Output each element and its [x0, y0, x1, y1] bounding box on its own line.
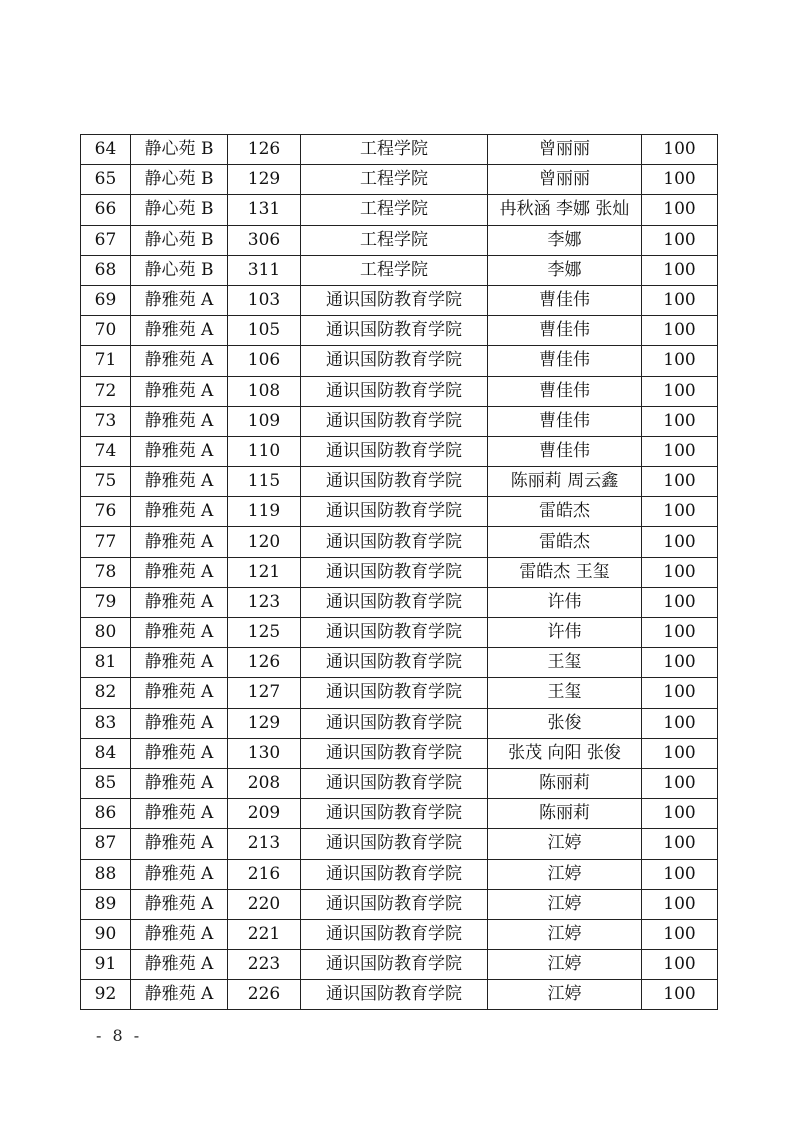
college-cell: 工程学院: [301, 255, 488, 285]
room-cell: 105: [228, 316, 301, 346]
room-cell: 221: [228, 919, 301, 949]
table-row: [81, 557, 718, 587]
responsible-person-cell: 李娜: [488, 225, 642, 255]
dormitory-score-sheet: [80, 134, 717, 1010]
building-cell: 静雅苑 A: [131, 768, 228, 798]
dormitory-score-table: [80, 134, 718, 1010]
score-cell: 100: [642, 919, 718, 949]
responsible-person-cell: 曹佳伟: [488, 436, 642, 466]
college-cell: 通识国防教育学院: [301, 859, 488, 889]
score-cell: 100: [642, 768, 718, 798]
row-number-cell: 86: [81, 799, 131, 829]
table-row: [81, 165, 718, 195]
responsible-person-cell: 江婷: [488, 859, 642, 889]
score-cell: 100: [642, 980, 718, 1010]
responsible-person-cell: 曾丽丽: [488, 135, 642, 165]
score-cell: 100: [642, 467, 718, 497]
score-cell: 100: [642, 889, 718, 919]
building-cell: 静雅苑 A: [131, 346, 228, 376]
table-row: [81, 799, 718, 829]
score-cell: 100: [642, 527, 718, 557]
college-cell: 通识国防教育学院: [301, 829, 488, 859]
room-cell: 213: [228, 829, 301, 859]
room-cell: 131: [228, 195, 301, 225]
table-row: [81, 859, 718, 889]
table-row: [81, 980, 718, 1010]
building-cell: 静心苑 B: [131, 135, 228, 165]
row-number-cell: 77: [81, 527, 131, 557]
row-number-cell: 71: [81, 346, 131, 376]
building-cell: 静雅苑 A: [131, 467, 228, 497]
table-row: [81, 346, 718, 376]
score-cell: 100: [642, 346, 718, 376]
row-number-cell: 64: [81, 135, 131, 165]
college-cell: 通识国防教育学院: [301, 980, 488, 1010]
building-cell: 静雅苑 A: [131, 648, 228, 678]
row-number-cell: 75: [81, 467, 131, 497]
responsible-person-cell: 冉秋涵 李娜 张灿: [488, 195, 642, 225]
responsible-person-cell: 雷皓杰 王玺: [488, 557, 642, 587]
college-cell: 工程学院: [301, 165, 488, 195]
row-number-cell: 72: [81, 376, 131, 406]
room-cell: 126: [228, 648, 301, 678]
college-cell: 通识国防教育学院: [301, 950, 488, 980]
building-cell: 静雅苑 A: [131, 376, 228, 406]
college-cell: 通识国防教育学院: [301, 678, 488, 708]
college-cell: 通识国防教育学院: [301, 467, 488, 497]
score-cell: 100: [642, 285, 718, 315]
building-cell: 静雅苑 A: [131, 406, 228, 436]
room-cell: 109: [228, 406, 301, 436]
row-number-cell: 76: [81, 497, 131, 527]
score-cell: 100: [642, 195, 718, 225]
room-cell: 208: [228, 768, 301, 798]
building-cell: 静雅苑 A: [131, 829, 228, 859]
college-cell: 通识国防教育学院: [301, 799, 488, 829]
table-row: [81, 135, 718, 165]
row-number-cell: 84: [81, 738, 131, 768]
room-cell: 120: [228, 527, 301, 557]
score-cell: 100: [642, 376, 718, 406]
college-cell: 工程学院: [301, 195, 488, 225]
score-cell: 100: [642, 799, 718, 829]
room-cell: 226: [228, 980, 301, 1010]
building-cell: 静雅苑 A: [131, 527, 228, 557]
building-cell: 静雅苑 A: [131, 285, 228, 315]
responsible-person-cell: 陈丽莉: [488, 768, 642, 798]
responsible-person-cell: 许伟: [488, 618, 642, 648]
building-cell: 静雅苑 A: [131, 859, 228, 889]
table-row: [81, 225, 718, 255]
responsible-person-cell: 曾丽丽: [488, 165, 642, 195]
college-cell: 通识国防教育学院: [301, 316, 488, 346]
table-row: [81, 738, 718, 768]
responsible-person-cell: 曹佳伟: [488, 406, 642, 436]
row-number-cell: 66: [81, 195, 131, 225]
score-cell: 100: [642, 165, 718, 195]
row-number-cell: 83: [81, 708, 131, 738]
room-cell: 209: [228, 799, 301, 829]
building-cell: 静雅苑 A: [131, 919, 228, 949]
row-number-cell: 73: [81, 406, 131, 436]
row-number-cell: 91: [81, 950, 131, 980]
table-body: [81, 135, 718, 1010]
row-number-cell: 79: [81, 587, 131, 617]
college-cell: 工程学院: [301, 135, 488, 165]
room-cell: 123: [228, 587, 301, 617]
table-row: [81, 678, 718, 708]
room-cell: 130: [228, 738, 301, 768]
building-cell: 静心苑 B: [131, 255, 228, 285]
score-cell: 100: [642, 497, 718, 527]
table-row: [81, 195, 718, 225]
room-cell: 129: [228, 708, 301, 738]
score-cell: 100: [642, 316, 718, 346]
responsible-person-cell: 江婷: [488, 980, 642, 1010]
score-cell: 100: [642, 829, 718, 859]
building-cell: 静雅苑 A: [131, 738, 228, 768]
responsible-person-cell: 王玺: [488, 678, 642, 708]
room-cell: 126: [228, 135, 301, 165]
table-row: [81, 889, 718, 919]
table-row: [81, 316, 718, 346]
row-number-cell: 89: [81, 889, 131, 919]
score-cell: 100: [642, 950, 718, 980]
table-row: [81, 768, 718, 798]
building-cell: 静心苑 B: [131, 225, 228, 255]
table-row: [81, 829, 718, 859]
room-cell: 306: [228, 225, 301, 255]
room-cell: 119: [228, 497, 301, 527]
responsible-person-cell: 江婷: [488, 829, 642, 859]
room-cell: 129: [228, 165, 301, 195]
table-row: [81, 950, 718, 980]
table-row: [81, 527, 718, 557]
responsible-person-cell: 曹佳伟: [488, 346, 642, 376]
room-cell: 125: [228, 618, 301, 648]
room-cell: 216: [228, 859, 301, 889]
college-cell: 通识国防教育学院: [301, 648, 488, 678]
college-cell: 通识国防教育学院: [301, 436, 488, 466]
table-row: [81, 648, 718, 678]
college-cell: 通识国防教育学院: [301, 618, 488, 648]
college-cell: 通识国防教育学院: [301, 919, 488, 949]
responsible-person-cell: 张茂 向阳 张俊: [488, 738, 642, 768]
responsible-person-cell: 张俊: [488, 708, 642, 738]
responsible-person-cell: 李娜: [488, 255, 642, 285]
table-row: [81, 708, 718, 738]
building-cell: 静雅苑 A: [131, 889, 228, 919]
score-cell: 100: [642, 135, 718, 165]
building-cell: 静雅苑 A: [131, 950, 228, 980]
room-cell: 103: [228, 285, 301, 315]
score-cell: 100: [642, 406, 718, 436]
table-row: [81, 376, 718, 406]
score-cell: 100: [642, 738, 718, 768]
row-number-cell: 68: [81, 255, 131, 285]
score-cell: 100: [642, 557, 718, 587]
college-cell: 通识国防教育学院: [301, 889, 488, 919]
score-cell: 100: [642, 618, 718, 648]
row-number-cell: 88: [81, 859, 131, 889]
building-cell: 静心苑 B: [131, 165, 228, 195]
row-number-cell: 74: [81, 436, 131, 466]
responsible-person-cell: 陈丽莉 周云鑫: [488, 467, 642, 497]
building-cell: 静雅苑 A: [131, 587, 228, 617]
responsible-person-cell: 陈丽莉: [488, 799, 642, 829]
table-row: [81, 467, 718, 497]
row-number-cell: 81: [81, 648, 131, 678]
college-cell: 通识国防教育学院: [301, 708, 488, 738]
responsible-person-cell: 雷皓杰: [488, 497, 642, 527]
room-cell: 311: [228, 255, 301, 285]
table-row: [81, 255, 718, 285]
table-row: [81, 436, 718, 466]
college-cell: 通识国防教育学院: [301, 738, 488, 768]
building-cell: 静雅苑 A: [131, 316, 228, 346]
score-cell: 100: [642, 859, 718, 889]
row-number-cell: 92: [81, 980, 131, 1010]
building-cell: 静雅苑 A: [131, 436, 228, 466]
page-number: - 8 -: [96, 1026, 143, 1045]
score-cell: 100: [642, 225, 718, 255]
room-cell: 121: [228, 557, 301, 587]
room-cell: 108: [228, 376, 301, 406]
college-cell: 通识国防教育学院: [301, 587, 488, 617]
row-number-cell: 85: [81, 768, 131, 798]
building-cell: 静雅苑 A: [131, 678, 228, 708]
score-cell: 100: [642, 255, 718, 285]
row-number-cell: 69: [81, 285, 131, 315]
building-cell: 静雅苑 A: [131, 708, 228, 738]
score-cell: 100: [642, 648, 718, 678]
responsible-person-cell: 江婷: [488, 919, 642, 949]
room-cell: 106: [228, 346, 301, 376]
row-number-cell: 65: [81, 165, 131, 195]
row-number-cell: 82: [81, 678, 131, 708]
room-cell: 110: [228, 436, 301, 466]
score-cell: 100: [642, 708, 718, 738]
college-cell: 工程学院: [301, 225, 488, 255]
table-row: [81, 406, 718, 436]
responsible-person-cell: 江婷: [488, 950, 642, 980]
responsible-person-cell: 曹佳伟: [488, 376, 642, 406]
responsible-person-cell: 雷皓杰: [488, 527, 642, 557]
responsible-person-cell: 许伟: [488, 587, 642, 617]
college-cell: 通识国防教育学院: [301, 557, 488, 587]
responsible-person-cell: 王玺: [488, 648, 642, 678]
table-row: [81, 919, 718, 949]
responsible-person-cell: 江婷: [488, 889, 642, 919]
score-cell: 100: [642, 678, 718, 708]
college-cell: 通识国防教育学院: [301, 406, 488, 436]
responsible-person-cell: 曹佳伟: [488, 285, 642, 315]
room-cell: 223: [228, 950, 301, 980]
college-cell: 通识国防教育学院: [301, 768, 488, 798]
room-cell: 127: [228, 678, 301, 708]
row-number-cell: 80: [81, 618, 131, 648]
building-cell: 静雅苑 A: [131, 980, 228, 1010]
building-cell: 静心苑 B: [131, 195, 228, 225]
room-cell: 220: [228, 889, 301, 919]
building-cell: 静雅苑 A: [131, 497, 228, 527]
row-number-cell: 90: [81, 919, 131, 949]
row-number-cell: 87: [81, 829, 131, 859]
table-row: [81, 285, 718, 315]
row-number-cell: 70: [81, 316, 131, 346]
row-number-cell: 78: [81, 557, 131, 587]
building-cell: 静雅苑 A: [131, 557, 228, 587]
responsible-person-cell: 曹佳伟: [488, 316, 642, 346]
table-row: [81, 587, 718, 617]
row-number-cell: 67: [81, 225, 131, 255]
room-cell: 115: [228, 467, 301, 497]
score-cell: 100: [642, 587, 718, 617]
college-cell: 通识国防教育学院: [301, 346, 488, 376]
score-cell: 100: [642, 436, 718, 466]
college-cell: 通识国防教育学院: [301, 285, 488, 315]
college-cell: 通识国防教育学院: [301, 376, 488, 406]
building-cell: 静雅苑 A: [131, 618, 228, 648]
college-cell: 通识国防教育学院: [301, 497, 488, 527]
college-cell: 通识国防教育学院: [301, 527, 488, 557]
table-row: [81, 497, 718, 527]
building-cell: 静雅苑 A: [131, 799, 228, 829]
table-row: [81, 618, 718, 648]
